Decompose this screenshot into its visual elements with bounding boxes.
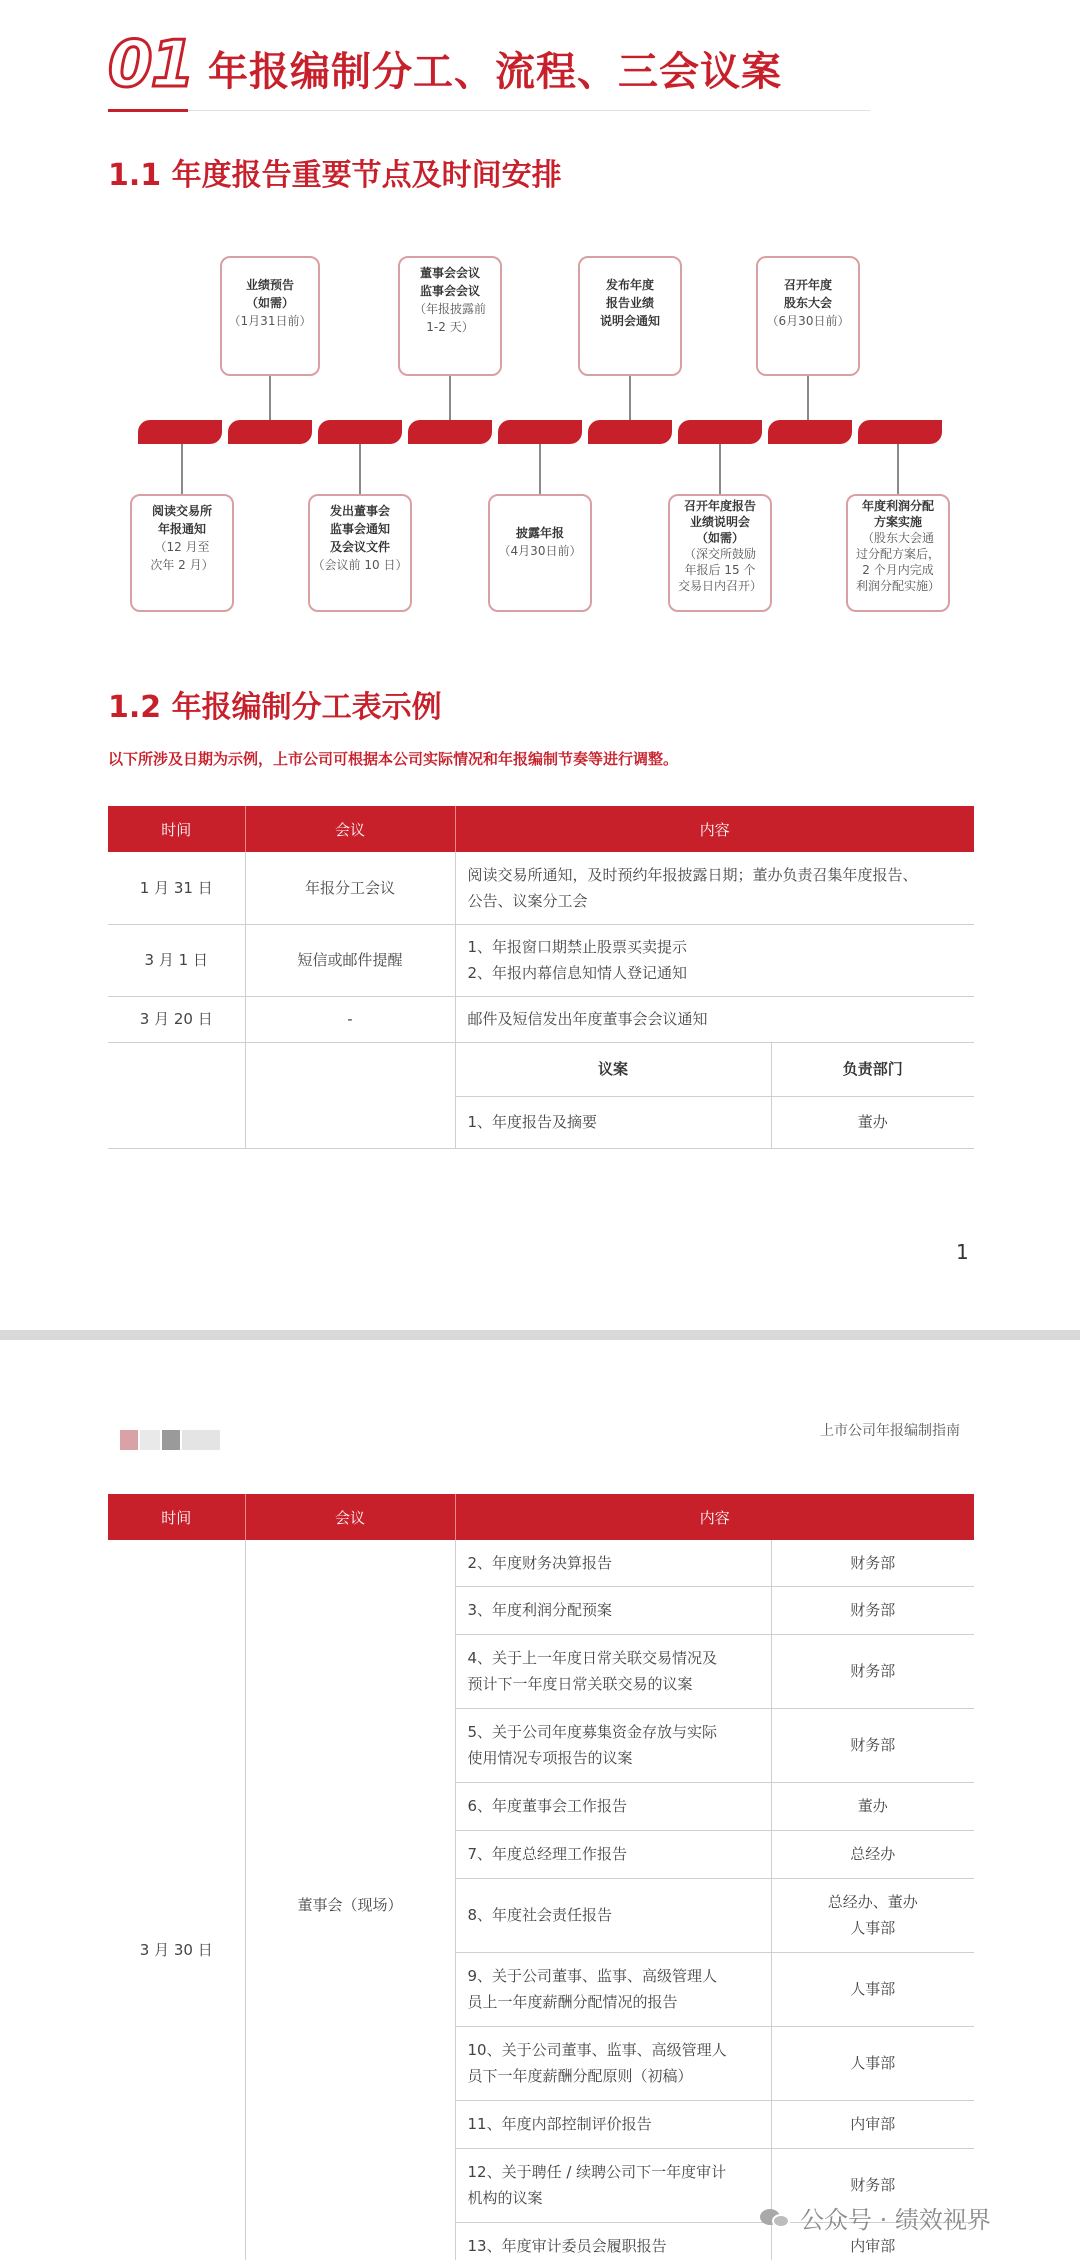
timeline-connector <box>897 444 899 494</box>
table-row <box>108 924 974 996</box>
cell-time: 3 月 1 日 <box>108 924 245 996</box>
company-logo-blurred <box>140 1430 160 1450</box>
subheader-dept: 负责部门 <box>771 1042 974 1096</box>
chapter-divider <box>108 110 870 111</box>
cell-dept: 财务部 <box>771 1634 974 1708</box>
header-meeting: 会议 <box>245 806 455 852</box>
timeline-bottom-node-2: 发出董事会 监事会通知 及会议文件 （会议前 10 日） <box>308 494 412 612</box>
cell-time: 3 月 20 日 <box>108 996 245 1042</box>
wechat-icon <box>760 2205 792 2231</box>
cell-proposal: 12、关于聘任 / 续聘公司下一年度审计 机构的议案 <box>455 2148 771 2222</box>
header-content: 内容 <box>455 806 974 852</box>
cell-proposal: 2、年度财务决算报告 <box>455 1540 771 1586</box>
timeline-bottom-node-5: 年度利润分配 方案实施 （股东大会通 过分配方案后， 2 个月内完成 利润分配实施） <box>846 494 950 612</box>
chapter-number: 01 <box>108 28 194 102</box>
cell-time: 1 月 31 日 <box>108 852 245 924</box>
section-2-title: 1.2 年报编制分工表示例 <box>108 690 442 725</box>
section-1-title: 1.1 年度报告重要节点及时间安排 <box>108 158 562 193</box>
table-header-row <box>108 806 974 852</box>
timeline-connector <box>359 444 361 494</box>
cell-dept: 总经办 <box>771 1830 974 1878</box>
timeline-segment <box>228 420 312 444</box>
timeline-segment <box>408 420 492 444</box>
timeline-top-node-2: 董事会会议 监事会会议 （年报披露前 1-2 天） <box>398 256 502 376</box>
timeline-top-node-1: 业绩预告 （如需） （1月31日前） <box>220 256 320 376</box>
cell-dept: 内审部 <box>771 2100 974 2148</box>
cell-meeting: - <box>245 996 455 1042</box>
watermark <box>760 2200 991 2235</box>
table-row <box>108 996 974 1042</box>
cell-time: 3 月 30 日 <box>108 1540 245 2260</box>
table-subheader-row <box>108 1042 974 1096</box>
timeline-segment <box>498 420 582 444</box>
cell-proposal: 5、关于公司年度募集资金存放与实际 使用情况专项报告的议案 <box>455 1708 771 1782</box>
timeline-bottom-node-1: 阅读交易所 年报通知 （12 月至 次年 2 月） <box>130 494 234 612</box>
page-gap <box>0 1330 1080 1340</box>
header-time: 时间 <box>108 1494 245 1540</box>
timeline-connector <box>807 376 809 420</box>
timeline-segment <box>138 420 222 444</box>
timeline-connector <box>629 376 631 420</box>
subheader-proposal: 议案 <box>455 1042 771 1096</box>
timeline-segment <box>768 420 852 444</box>
cell-meeting: 年报分工会议 <box>245 852 455 924</box>
timeline-segment <box>588 420 672 444</box>
timeline-segment <box>318 420 402 444</box>
cell-time-empty <box>108 1042 245 1148</box>
cell-proposal: 6、年度董事会工作报告 <box>455 1782 771 1830</box>
section-2-note: 以下所涉及日期为示例，上市公司可根据本公司实际情况和年报编制节奏等进行调整。 <box>108 750 679 768</box>
company-logo-blurred <box>162 1430 180 1450</box>
cell-dept: 内审部 <box>771 2222 974 2260</box>
cell-dept: 董办 <box>771 1782 974 1830</box>
timeline-connector <box>269 376 271 420</box>
assignment-table-1 <box>108 806 974 1149</box>
timeline-segment <box>858 420 942 444</box>
cell-dept: 人事部 <box>771 2026 974 2100</box>
cell-proposal: 4、关于上一年度日常关联交易情况及 预计下一年度日常关联交易的议案 <box>455 1634 771 1708</box>
timeline-connector <box>181 444 183 494</box>
cell-meeting: 短信或邮件提醒 <box>245 924 455 996</box>
header-time: 时间 <box>108 806 245 852</box>
cell-proposal: 10、关于公司董事、监事、高级管理人 员下一年度薪酬分配原则（初稿） <box>455 2026 771 2100</box>
cell-dept: 财务部 <box>771 1540 974 1586</box>
cell-meeting-empty <box>245 1042 455 1148</box>
timeline-top-node-3: 发布年度 报告业绩 说明会通知 <box>578 256 682 376</box>
cell-dept: 总经办、董办 人事部 <box>771 1878 974 1952</box>
cell-dept: 人事部 <box>771 1952 974 2026</box>
timeline-segment <box>678 420 762 444</box>
cell-meeting: 董事会（现场） <box>245 1540 455 2260</box>
table-header-row <box>108 1494 974 1540</box>
page-number: 1 <box>956 1240 969 1264</box>
table-row <box>108 852 974 924</box>
chapter-divider-accent <box>108 109 188 112</box>
cell-dept: 财务部 <box>771 1586 974 1634</box>
cell-content: 邮件及短信发出年度董事会会议通知 <box>455 996 974 1042</box>
watermark-text: 公众号 · 绩效视界 <box>800 2206 991 2234</box>
cell-proposal: 13、年度审计委员会履职报告 <box>455 2222 771 2260</box>
header-content: 内容 <box>455 1494 974 1540</box>
cell-dept: 董办 <box>771 1096 974 1148</box>
cell-content: 阅读交易所通知，及时预约年报披露日期；董办负责召集年度报告、 公告、议案分工会 <box>455 852 974 924</box>
running-header: 上市公司年报编制指南 <box>820 1423 960 1439</box>
cell-dept: 财务部 <box>771 1708 974 1782</box>
cell-dept: 财务部 <box>771 2148 974 2222</box>
cell-proposal: 11、年度内部控制评价报告 <box>455 2100 771 2148</box>
company-logo-blurred <box>182 1430 220 1450</box>
header-meeting: 会议 <box>245 1494 455 1540</box>
timeline-connector <box>449 376 451 420</box>
cell-content: 1、年报窗口期禁止股票买卖提示 2、年报内幕信息知情人登记通知 <box>455 924 974 996</box>
timeline-connector <box>539 444 541 494</box>
cell-proposal: 8、年度社会责任报告 <box>455 1878 771 1952</box>
cell-proposal: 1、年度报告及摘要 <box>455 1096 771 1148</box>
timeline-top-node-4: 召开年度 股东大会 （6月30日前） <box>756 256 860 376</box>
cell-proposal: 7、年度总经理工作报告 <box>455 1830 771 1878</box>
company-logo-blurred <box>120 1430 138 1450</box>
timeline-bottom-node-4: 召开年度报告 业绩说明会 （如需） （深交所鼓励 年报后 15 个 交易日内召开） <box>668 494 772 612</box>
table-row <box>108 1540 974 1586</box>
cell-proposal: 9、关于公司董事、监事、高级管理人 员上一年度薪酬分配情况的报告 <box>455 1952 771 2026</box>
assignment-table-2 <box>108 1494 974 2260</box>
timeline-connector <box>719 444 721 494</box>
timeline-bottom-node-3: 披露年报 （4月30日前） <box>488 494 592 612</box>
cell-proposal: 3、年度利润分配预案 <box>455 1586 771 1634</box>
chapter-title: 年报编制分工、流程、三会议案 <box>208 49 782 95</box>
